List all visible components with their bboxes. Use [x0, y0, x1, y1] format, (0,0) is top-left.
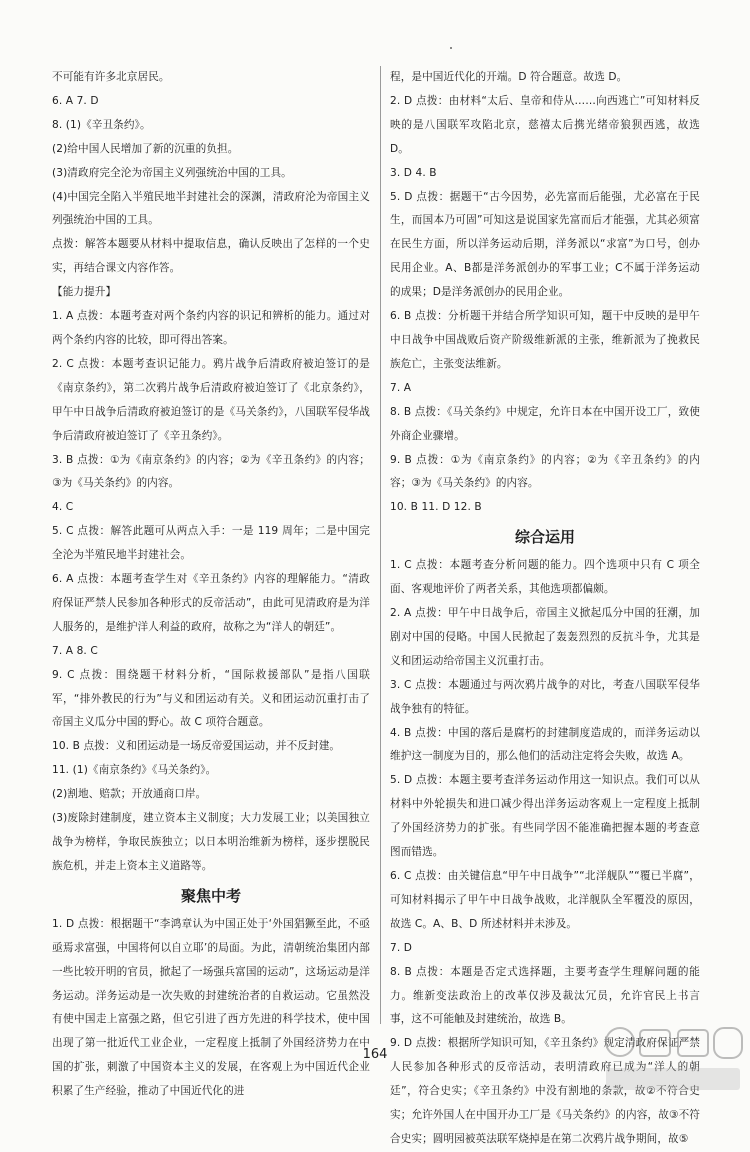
answer-line: 6. B 点拨：分析题干并结合所学知识可知，题干中反映的是甲午中日战争中国战败后资产阶级维新派的主张，维新派为了挽救民族危亡，主张变法维新。 [390, 310, 700, 370]
answer-line: 不可能有许多北京居民。 [52, 71, 170, 83]
watermark-box [714, 1028, 742, 1058]
answer-line: 6. A 点拨：本题考查学生对《辛丑条约》内容的理解能力。“清政府保证严禁人民参加各种形式的反帝活动”，由此可见清政府是为洋人服务的，是维护洋人利益的政府，故称之为“洋人的朝廷”。 [52, 573, 370, 633]
answer-line: 3. D 4. B [390, 166, 437, 179]
answer-line: 6. C 点拨：由关键信息“甲午中日战争”“北洋舰队”“覆已半腐”，可知材料揭示了甲午中日战争战败，北洋舰队全军覆没的原因，故选 C。A、B、D 所述材料并未涉及。 [390, 870, 700, 930]
answer-line: (3)废除封建制度，建立资本主义制度；大力发展工业；以美国独立战争为榜样，争取民族独立；以日本明治维新为榜样，逐步摆脱民族危机，并走上资本主义道路等。 [52, 812, 370, 872]
answer-line: 7. D [390, 941, 413, 954]
answer-line: 9. D 点拨：根据所学知识可知，《辛丑条约》规定清政府保证严禁人民参加各种形式的反帝活动，表明清政府已成为“洋人的朝廷”，符合史实；《辛丑条约》中没有割地的条款，故②不符合史实；允许外国人在中国开办工厂是《马关条约》的内容，故③不符合史实；圆明园被英法联军烧掉是在第二次鸦片战争期间，故⑤ [390, 1037, 700, 1145]
answer-line: 5. C 点拨：解答此题可从两点入手：一是 119 周年；二是中国完全沦为半殖民地半封建社会。 [52, 525, 370, 562]
section-heading-comprehensive: 综合运用 [514, 528, 575, 547]
answer-line: 3. B 点拨：①为《南京条约》的内容；②为《辛丑条约》的内容；③为《马关条约》的内容。 [52, 453, 370, 490]
answer-line: 1. A 点拨：本题考查对两个条约内容的识记和辨析的能力。通过对两个条约内容的比较，即可得出答案。 [52, 310, 370, 346]
answer-line: 9. B 点拨：①为《南京条约》的内容；②为《辛丑条约》的内容；③为《马关条约》的内容。 [390, 453, 700, 490]
watermark-box [678, 1030, 708, 1056]
answer-line: 5. D 点拨：据题干“古今因势，必先富而后能强，尤必富在于民生，而国本乃可固”可知这是说国家先富而后才能强，尤其必须富在民生方面，所以洋务运动后期，洋务派以“求富”为口号，创办民用企业。A、B都是洋务派创办的军事工业；C不属于洋务运动的成果；D是洋务派创办的民用企业。 [390, 190, 700, 299]
left-answers-top [52, 66, 370, 879]
section-heading-exam-focus: 聚焦中考 [180, 886, 241, 905]
column-divider [380, 66, 381, 1024]
print-dot [450, 47, 452, 49]
watermark-logo [600, 1018, 748, 1098]
answer-line: 8. B 点拨：本题是否定式选择题，主要考查学生理解问题的能力。维新变法政治上的改革仅涉及裁汰冗员，允许官民上书言事，这不可能触及封建统治，故选 B。 [390, 965, 700, 1026]
answer-line: (4)中国完全陷入半殖民地半封建社会的深渊，清政府沦为帝国主义列强统治中国的工具。 [52, 190, 370, 227]
answer-line: 10. B 点拨：义和团运动是一场反帝爱国运动，并不反封建。 [52, 740, 341, 753]
answer-line: 6. A 7. D [52, 94, 99, 107]
answer-line: 8. (1)《辛丑条约》。 [52, 118, 151, 131]
answer-line: (2)割地、赔款；开放通商口岸。 [52, 788, 207, 801]
watermark-bar [606, 1068, 740, 1090]
watermark-circle [606, 1028, 634, 1056]
answer-line: 8. B 点拨：《马关条约》中规定，允许日本在中国开设工厂，致使外商企业骤增。 [390, 405, 700, 442]
answer-line: 2. D 点拨：由材料“太后、皇帝和侍从……向西逃亡”可知材料反映的是八国联军攻陷北京，慈禧太后携光绪帝狼狈西逃，故选 D。 [390, 94, 700, 155]
answer-line: 7. A [390, 381, 412, 394]
section-label-ability: 【能力提升】 [52, 286, 117, 299]
answer-line: 2. C 点拨：本题考查识记能力。鸦片战争后清政府被迫签订的是《南京条约》，第二次鸦片战争后清政府被迫签订了《北京条约》，甲午中日战争后清政府被迫签订的是《马关条约》，八国联军侵华战争后清政府被迫签订了《辛丑条约》。 [52, 357, 370, 442]
answer-line: 10. B 11. D 12. B [390, 501, 482, 514]
answer-line: 2. A 点拨：甲午中日战争后，帝国主义掀起瓜分中国的狂潮，加剧对中国的侵略。中国人民掀起了轰轰烈烈的反抗斗争，尤其是义和团运动给帝国主义沉重打击。 [390, 607, 700, 667]
answer-line: (3)清政府完全沦为帝国主义列强统治中国的工具。 [52, 166, 292, 179]
answer-line: 4. B 点拨：中国的落后是腐朽的封建制度造成的，而洋务运动以维护这一制度为目的，那么他们的活动注定将会失败，故选 A。 [390, 726, 700, 763]
answer-line: 7. A 8. C [52, 644, 98, 657]
answer-line: 5. D 点拨：本题主要考查洋务运动作用这一知识点。我们可以从材料中外轮损失和进口减少得出洋务运动客观上一定程度上抵制了外国经济势力的扩张。有些同学因不能准确把握本题的考查意图而错选。 [390, 774, 700, 859]
answer-line: 程，是中国近代化的开端。D 符合题意。故选 D。 [390, 71, 628, 83]
answer-line: 11. (1)《南京条约》《马关条约》。 [52, 764, 217, 777]
answer-line: 4. C [52, 501, 74, 514]
answer-line: 1. C 点拨：本题考查分析问题的能力。四个选项中只有 C 项全面、客观地评价了两者关系，其他选项都偏颇。 [390, 559, 700, 596]
right-column [390, 66, 700, 1152]
watermark-box [640, 1030, 670, 1056]
answer-line: (2)给中国人民增加了新的沉重的负担。 [52, 142, 239, 155]
answer-line: 点拨：解答本题要从材料中提取信息，确认反映出了怎样的一个史实，再结合课文内容作答。 [52, 238, 370, 275]
page-number: 164 [362, 1047, 388, 1062]
answer-line: 3. C 点拨：本题通过与两次鸦片战争的对比，考查八国联军侵华战争独有的特征。 [390, 678, 700, 715]
answer-line: 9. C 点拨：围绕题干材料分析，“国际救援部队”是指八国联军，“排外教民的行为”与义和团运动有关。义和团运动沉重打击了帝国主义瓜分中国的野心。故 C 项符合题意。 [52, 668, 370, 729]
answer-line: 1. D 点拨：根据题干“李鸿章认为中国正处于‘外国猖獗至此，不亟亟焉求富强，中国将何以自立耶’的局面。为此，清朝统治集团内部一些比较开明的官员，掀起了一场强兵富国的运动”，这场运动是洋务运动。洋务运动是一次失败的封建统治者的自救运动。它虽然没有使中国走上富强之路，但它引进了西方先进的科学技术，使中国出现了第一批近代工业企业，一定程度上抵制了外国经济势力在中国的扩张，刺激了中国资本主义的发展，在客观上为中国近代企业积累了生产经验，推动了中国近代化的进 [52, 917, 370, 1098]
left-column [52, 66, 370, 1104]
